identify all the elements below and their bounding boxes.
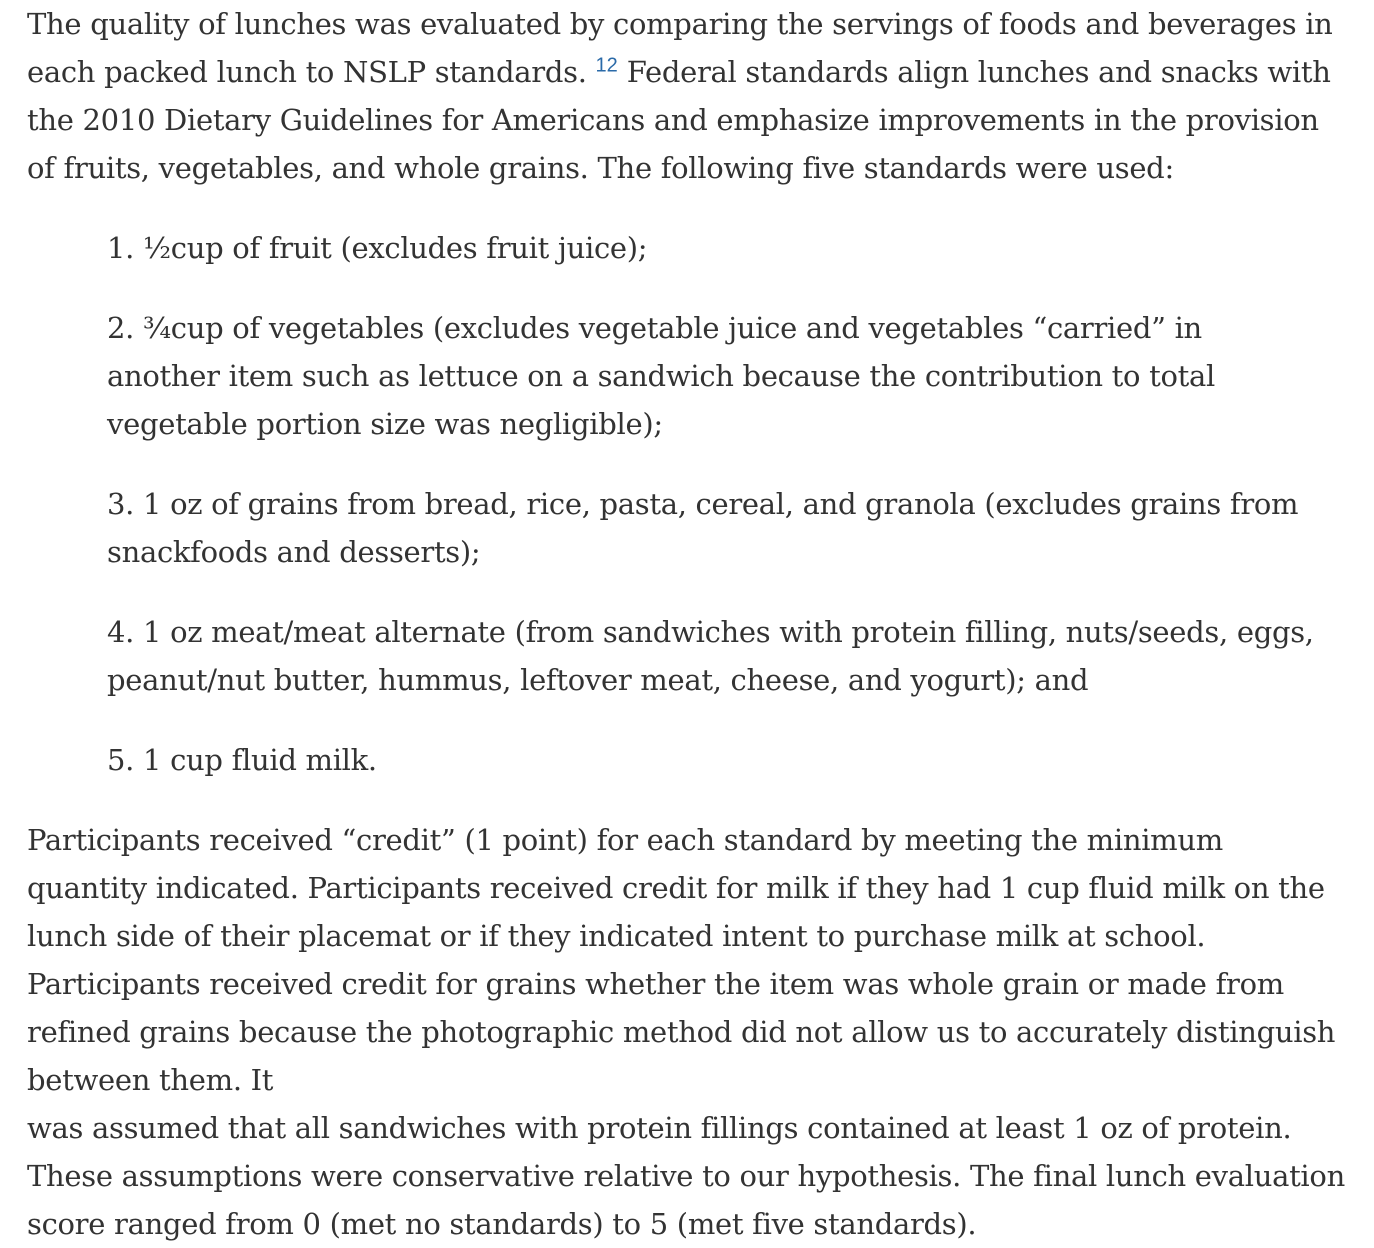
footnote-reference-link[interactable]: 12: [595, 54, 618, 77]
list-item-number: 5.: [107, 743, 135, 777]
list-item: [107, 304, 1347, 448]
list-item-number: 1.: [107, 231, 135, 265]
list-item-number: 2.: [107, 311, 135, 345]
article-body: [27, 0, 1347, 1248]
scoring-text-continued: was assumed that all sandwiches with protein fillings contained at least 1 oz of protein. These assumptions were conservative relative to our hypothesis. The final lunch evaluation score ranged from 0 (met no standards) to 5 (met five standards).: [27, 1111, 1345, 1241]
list-item: [107, 224, 1347, 272]
scoring-paragraph: [27, 816, 1347, 1248]
list-item-text: 1 oz of grains from bread, rice, pasta, cereal, and granola (excludes grains from snackfoods and desserts);: [107, 487, 1299, 569]
list-item: [107, 736, 1347, 784]
list-item-number: 4.: [107, 615, 135, 649]
standards-list: [27, 224, 1347, 784]
intro-paragraph: [27, 0, 1347, 192]
list-item-text: ½cup of fruit (excludes fruit juice);: [143, 231, 648, 265]
intro-text-continued: Federal standards align lunches and snacks with the 2010 Dietary Guidelines for Americans and emphasize improvements in the provision of fruits, vegetables, and whole grains. The following five standards were used:: [27, 55, 1331, 185]
scoring-text: Participants received “credit” (1 point) for each standard by meeting the minimum quantity indicated. Participants received credit for milk if they had 1 cup fluid milk on the lunch side of their placemat or if they indicated intent to purchase milk at school. Participants received credit for grains whether the item was whole grain or made from refined grains because the photographic method did not allow us to accurately distinguish between them. It: [27, 823, 1336, 1097]
list-item-number: 3.: [107, 487, 135, 521]
list-item-text: ¾cup of vegetables (excludes vegetable juice and vegetables “carried” in another item such as lettuce on a sandwich because the contribution to total vegetable portion size was negligible);: [107, 311, 1215, 441]
list-item: [107, 480, 1347, 576]
list-item-text: 1 oz meat/meat alternate (from sandwiches with protein filling, nuts/seeds, eggs, peanut/nut butter, hummus, leftover meat, cheese, and yogurt); and: [107, 615, 1314, 697]
list-item-text: 1 cup fluid milk.: [143, 743, 377, 777]
list-item: [107, 608, 1347, 704]
intro-text: The quality of lunches was evaluated by comparing the servings of foods and beverages in each packed lunch to NSLP standards.: [27, 7, 1333, 89]
